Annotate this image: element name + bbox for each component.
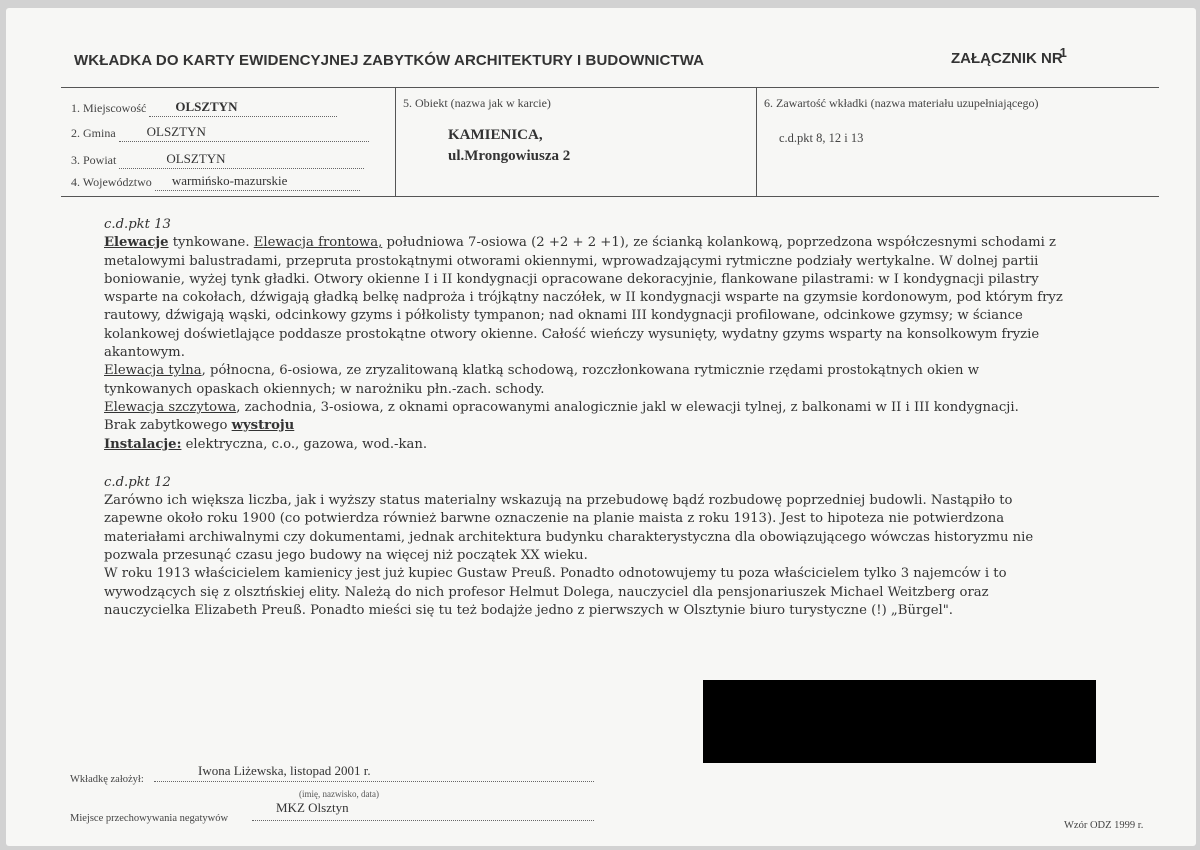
text-run: Brak zabytkowego bbox=[104, 418, 232, 434]
section13-paragraph bbox=[104, 234, 1064, 362]
section13-heading: c.d.pkt 13 bbox=[104, 217, 171, 232]
field-label: 2. Gmina bbox=[71, 126, 116, 140]
field-label: 3. Powiat bbox=[71, 153, 117, 167]
column-divider bbox=[756, 88, 757, 196]
annex-number bbox=[951, 45, 1070, 67]
document-body bbox=[104, 216, 1064, 620]
text-run: elektryczna, c.o., gazowa, wod.-kan. bbox=[181, 436, 428, 452]
term-elewacje: Elewacje bbox=[104, 235, 169, 251]
section12-paragraph1: Zarówno ich większa liczba, jak i wyższy status materialny wskazują na przebudowę bądź rozbudowę poprzedniej budowli. Nastąpiło to zapewne około roku 1900 (co potwierdza również barwne oznaczenie na planie maista z roku 1913). Jest to hipoteza nie potwierdzona materiałami archiwalnymi czy dokumentami, jednak architektura budynku charakterystyczna dla obowiązującego wówczas historyzmu nie pozwala przesunąć czasu jego budowy na więcej niż początek XX wieku. bbox=[104, 493, 1034, 564]
term-elewacja-frontowa: Elewacja frontowa, bbox=[253, 235, 383, 251]
spacer bbox=[104, 454, 1064, 474]
field-gmina bbox=[71, 126, 369, 142]
dotted-line bbox=[155, 175, 360, 191]
dotted-line bbox=[252, 820, 594, 821]
dotted-line bbox=[119, 126, 369, 142]
section12-paragraph2: W roku 1913 właścicielem kamienicy jest już kupiec Gustaw Preuß. Ponadto odnotowujemy tu poza właścicielem tylko 3 najemców i to wywodzących się z olsztńskiej elity. Należą do nich profesor Helmut Dolega, nauczyciel dla pensjonariuszek Michael Weitzberg oraz nauczycielka Elizabeth Preuß. Ponadto mieści się tu też bodajże jedno z pierwszych w Olsztynie biuro turystyczne (!) „Bürgel". bbox=[104, 566, 1007, 618]
annex-number-value: 1 bbox=[1059, 45, 1067, 60]
storage-value: MKZ Olsztyn bbox=[276, 800, 349, 815]
dotted-line bbox=[154, 781, 594, 782]
object-name-line2: ul.Mrongowiusza 2 bbox=[448, 148, 571, 164]
field-powiat bbox=[71, 153, 364, 169]
metadata-box bbox=[61, 87, 1159, 197]
contents-value: c.d.pkt 8, 12 i 13 bbox=[779, 131, 864, 145]
field-value: OLSZTYN bbox=[175, 99, 238, 114]
founder-value: Iwona Liżewska, listopad 2001 r. bbox=[198, 763, 371, 778]
object-name-line1: KAMIENICA, bbox=[448, 127, 543, 143]
text-run: , północna, 6-osiowa, ze zryzalitowaną klatką schodową, rozczłonkowana rytmicznie rzędami prostokątnych okien w tynkowanych opaskach okiennych; w narożniku płn.-zach. schody. bbox=[104, 363, 979, 397]
object-name bbox=[448, 125, 570, 167]
field-miejscowosc bbox=[71, 101, 337, 117]
term-wystroju: wystroju bbox=[231, 418, 295, 434]
term-elewacja-tylna: Elewacja tylna bbox=[104, 363, 202, 379]
section13-rear bbox=[104, 362, 1064, 399]
field-label: 1. Miejscowość bbox=[71, 101, 147, 115]
form-version: Wzór ODZ 1999 r. bbox=[1064, 820, 1144, 831]
document-title: WKŁADKA DO KARTY EWIDENCYJNEJ ZABYTKÓW ARCHITEKTURY I BUDOWNICTWA bbox=[74, 52, 705, 69]
text-run: tynkowane. bbox=[168, 235, 254, 251]
contents-label: 6. Zawartość wkładki (nazwa materiału uzupełniającego) bbox=[764, 96, 1039, 110]
text-run: , zachodnia, 3-osiowa, z oknami opracowanymi analogicznie jakl w elewacji tylnej, z balkonami w II i III kondygnacji. bbox=[236, 399, 1019, 415]
dotted-line bbox=[119, 153, 364, 169]
dotted-line bbox=[149, 101, 337, 117]
field-label: 4. Województwo bbox=[71, 175, 152, 189]
storage-label: Miejsce przechowywania negatywów bbox=[70, 813, 229, 824]
term-elewacja-szczytowa: Elewacja szczytowa bbox=[104, 399, 237, 415]
annex-label: ZAŁĄCZNIK NR bbox=[951, 50, 1063, 67]
field-value: warmińsko-mazurskie bbox=[171, 173, 288, 188]
column-divider bbox=[395, 88, 396, 196]
section13-gable bbox=[104, 399, 1064, 417]
founder-label: Wkładkę założył: bbox=[70, 774, 144, 785]
founder-hint: (imię, nazwisko, data) bbox=[299, 789, 379, 799]
section13-decor bbox=[104, 417, 1064, 435]
term-instalacje: Instalacje: bbox=[104, 436, 182, 452]
document-page bbox=[6, 8, 1196, 846]
text-run: południowa 7-osiowa (2 +2 + 2 +1), ze ścianką kolankową, poprzedzona współczesnymi schodami z metalowymi balustradami, przepruta prostokątnymi otworami okiennymi, wprowadzającymi rytmiczne podziały wertykalne. W dolnej partii boniowanie, wyżej tynk gładki. Otwory okienne I i II kondygnacji opracowane dekoracyjnie, flankowane pilastrami: w I kondygnacji pilastry wsparte na cokołach, dźwigają gładką belkę nadproża i trójkątny naczółek, w II kondygnacji wsparte na gzymsie kordonowym, pod którym fryz rautowy, dźwigają wąski, odcinkowy gzyms i półkolisty tympanon; nad oknami III kondygnacji profilowane, odcinkowe gzymsy; w ściance kolankowej doświetlające poddasze prostokątne otwory okienne. Całość wieńczy wysunięty, wydatny gzyms wsparty na konsolkowym fryzie akantowym. bbox=[104, 235, 1063, 361]
object-label: 5. Obiekt (nazwa jak w karcie) bbox=[403, 96, 551, 110]
section12-heading: c.d.pkt 12 bbox=[104, 474, 171, 490]
section13-installations bbox=[104, 436, 1064, 454]
field-value: OLSZTYN bbox=[166, 151, 226, 166]
redaction-block bbox=[703, 680, 1096, 763]
field-wojewodztwo bbox=[71, 175, 360, 191]
field-value: OLSZTYN bbox=[146, 124, 206, 139]
